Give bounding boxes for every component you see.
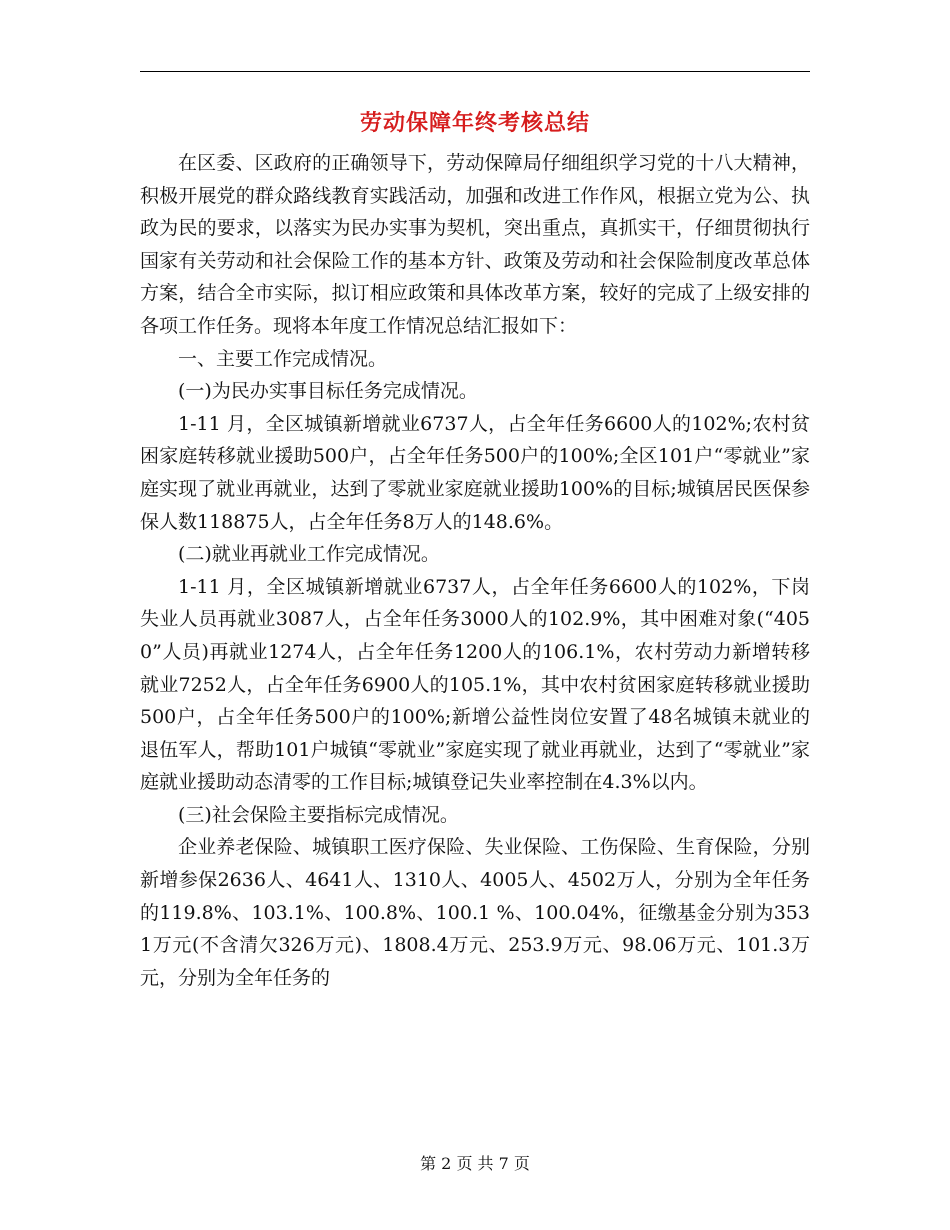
page-number: 第 2 页 共 7 页: [420, 1154, 530, 1173]
document-title: 劳动保障年终考核总结: [359, 110, 590, 136]
heading-main-work: 一、主要工作完成情况。: [178, 347, 388, 370]
paragraph-section-1: 1-11 月，全区城镇新增就业6737人，占全年任务6600人的102%;农村贫困家庭转移就业援助500户，占全年任务500户的100%;全区101户“零就业”家庭实现了就业再就业，达到了零就业家庭就业援助100%的目标;城镇居民医保参保人数118875人，占全年任务8万人的148.6%。: [140, 412, 810, 533]
header-rule: [140, 71, 810, 72]
paragraph-section-3: 企业养老保险、城镇职工医疗保险、失业保险、工伤保险、生育保险，分别新增参保2636人、4641人、1310人、4005人、4502万人，分别为全年任务的119.8%、103.1%、100.8%、100.1 %、100.04%，征缴基金分别为3531万元(不含清欠326万元)、1808.4万元、253.9万元、98.06万元、101.3万元，分别为全年任务的: [140, 836, 810, 989]
heading-section-1: (一)为民办实事目标任务完成情况。: [178, 380, 478, 403]
paragraph-intro: 在区委、区政府的正确领导下，劳动保障局仔细组织学习党的十八大精神，积极开展党的群众路线教育实践活动，加强和改进工作作风，根据立党为公、执政为民的要求，以落实为民办实事为契机，突出重点，真抓实干，仔细贯彻执行国家有关劳动和社会保险工作的基本方针、政策及劳动和社会保险制度改革总体方案，结合全市实际，拟订相应政策和具体改革方案，较好的完成了上级安排的各项工作任务。现将本年度工作情况总结汇报如下：: [140, 152, 810, 337]
paragraph-section-2: 1-11 月，全区城镇新增就业6737人，占全年任务6600人的102%，下岗失业人员再就业3087人，占全年任务3000人的102.9%，其中困难对象(“4050”人员)再就业1274人，占全年任务1200人的106.1%，农村劳动力新增转移就业7252人，占全年任务6900人的105.1%，其中农村贫困家庭转移就业援助500户，占全年任务500户的100%;新增公益性岗位安置了48名城镇未就业的退伍军人，帮助101户城镇“零就业”家庭实现了就业再就业，达到了“零就业”家庭就业援助动态清零的工作目标;城镇登记失业率控制在4.3%以内。: [140, 575, 810, 794]
heading-section-3: (三)社会保险主要指标完成情况。: [178, 803, 459, 826]
heading-section-2: (二)就业再就业工作完成情况。: [178, 543, 440, 566]
document-body: [140, 147, 810, 994]
